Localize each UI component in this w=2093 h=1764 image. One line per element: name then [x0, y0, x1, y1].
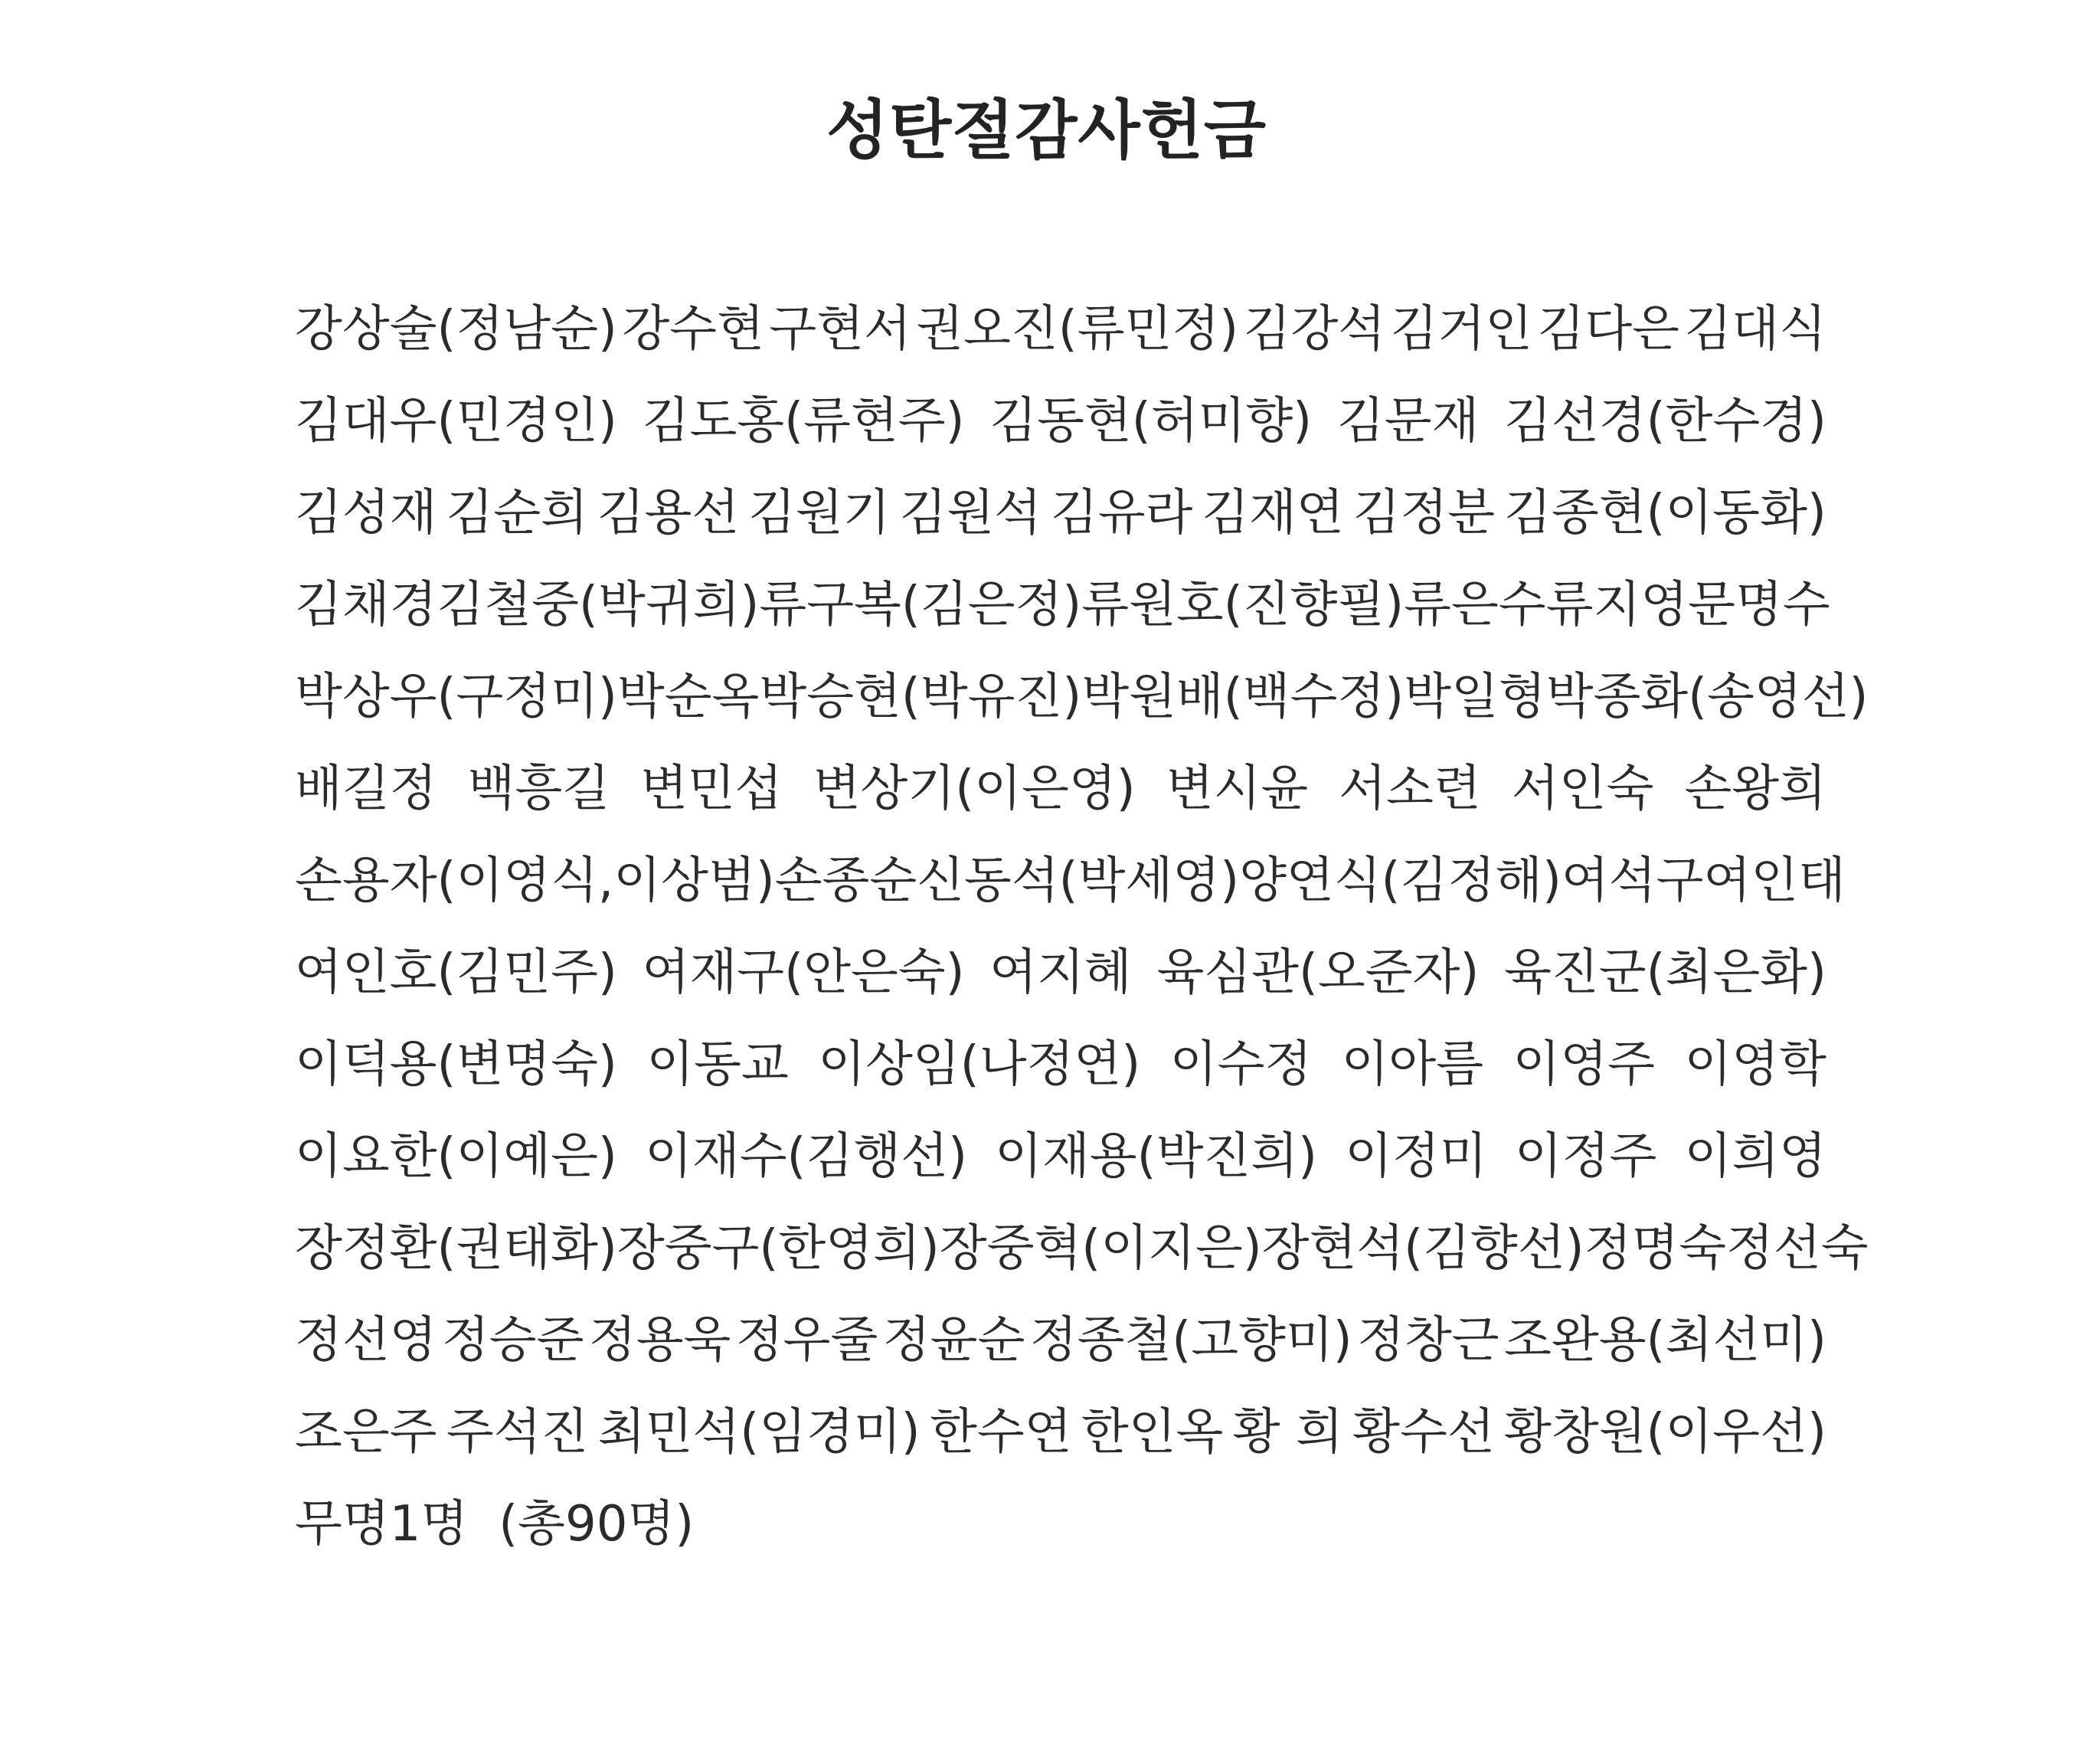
donor-name: 신동석(박세영) — [917, 853, 1240, 909]
donor-name: 정선영 — [295, 1312, 437, 1369]
donor-name: 김종현(이동화) — [1504, 485, 1826, 542]
donor-name: 주석진 — [446, 1404, 589, 1461]
donor-name: 변시윤 — [1166, 761, 1309, 817]
donor-name: 김선경(한수경) — [1504, 393, 1826, 450]
donor-name: 강수현 — [622, 301, 764, 358]
donor-name: 장중구(한영희) — [616, 1220, 940, 1277]
donor-line — [295, 927, 1826, 1019]
donor-name: 양연식(김정해) — [1239, 853, 1562, 909]
donor-name: 김채경 — [295, 577, 437, 633]
donor-name: 장중혁(이지은) — [939, 1220, 1262, 1277]
donor-name: 정우줄 — [735, 1312, 878, 1369]
donor-name: 한수연 — [930, 1404, 1072, 1461]
donor-name: 한인옥 — [1081, 1404, 1224, 1461]
donor-name: 여석구 — [1561, 853, 1704, 909]
donor-name: 김재연 — [1202, 485, 1344, 542]
donor-name: 정종철(고향미) — [1029, 1312, 1352, 1369]
donor-name: 황수선 — [1352, 1404, 1495, 1461]
donor-line — [295, 1478, 1826, 1570]
donor-name: 김원기 — [748, 485, 891, 542]
donor-name: 박상우(구정미) — [295, 669, 617, 725]
donor-name: 박순옥 — [616, 669, 760, 725]
donor-name: 변민섭 — [640, 761, 783, 817]
donor-name: 류구복(김은정) — [759, 577, 1082, 633]
donor-name: 손용자(이영식,이상범) — [295, 853, 775, 909]
donor-line — [295, 651, 1869, 743]
donor-name: 구현서 — [769, 301, 911, 358]
donor-name: 김성재 — [295, 485, 437, 542]
donor-name: 여지혜 — [989, 944, 1132, 1001]
donor-name: 정창근 — [1357, 1312, 1499, 1369]
donor-name: 이덕용(변명숙) — [295, 1036, 617, 1093]
donor-name: 정용욱 — [588, 1312, 731, 1369]
donor-name: 손종순 — [774, 853, 917, 909]
donor-name: 정명숙 — [1584, 1220, 1727, 1277]
donor-name: 강상술(정남순) — [295, 301, 617, 358]
donor-name: 황 희 — [1232, 1404, 1343, 1461]
donor-name: 이정미 — [1345, 1128, 1487, 1185]
donor-name: 백흥길 — [467, 761, 610, 817]
page-title: 성탄절감사헌금 — [826, 93, 1267, 168]
donor-line — [295, 467, 1826, 559]
donor-name: 류원호(진향필) — [1081, 577, 1405, 633]
donor-name: 여인태 — [1703, 853, 1846, 909]
donor-name: 육진군(최은화) — [1504, 944, 1826, 1001]
donor-name: 김거인 — [1390, 301, 1533, 358]
donor-name: 최민석(임경미) — [597, 1404, 921, 1461]
donor-name: 서소련 — [1339, 761, 1481, 817]
donor-name: 류은수 — [1404, 577, 1546, 633]
donor-name: 육심관(오준자) — [1156, 944, 1480, 1001]
donor-name: 김순희 — [446, 485, 588, 542]
donor-line — [295, 375, 1826, 467]
donor-line — [295, 559, 1830, 651]
donor-name: 이정주 — [1514, 1128, 1657, 1185]
donor-name: 김대우(민경인) — [295, 393, 617, 450]
donor-name: 김다은 — [1537, 301, 1680, 358]
donor-name: 이요한(이예은) — [295, 1128, 617, 1185]
donor-name: 무명1명 — [295, 1496, 469, 1553]
donor-name: 이동교 — [646, 1036, 789, 1093]
donor-line — [295, 1203, 1869, 1294]
donor-name: (총90명) — [499, 1496, 695, 1553]
donor-line — [295, 743, 1826, 835]
donor-name: 배길정 — [295, 761, 437, 817]
donor-line — [295, 1019, 1826, 1111]
donor-name: 김정분 — [1352, 485, 1496, 542]
donor-line — [295, 835, 1846, 927]
donor-name: 김문재 — [1336, 393, 1480, 450]
donor-name: 김유라 — [1050, 485, 1193, 542]
donor-name: 김강석 — [1243, 301, 1386, 358]
donor-name: 이재용(박진희) — [995, 1128, 1318, 1185]
donor-name: 정윤순 — [882, 1312, 1025, 1369]
donor-name: 박일형 — [1404, 669, 1546, 725]
donor-name: 정승준 — [441, 1312, 584, 1369]
donor-name: 이아름 — [1341, 1036, 1484, 1093]
donor-name: 박종화(송영선) — [1545, 669, 1869, 725]
donor-name: 이수정 — [1169, 1036, 1313, 1093]
donor-name: 김원석 — [899, 485, 1042, 542]
donor-line — [295, 283, 1826, 375]
donor-name: 조은주 — [295, 1404, 437, 1461]
donor-name: 조완용(최선미) — [1504, 1312, 1826, 1369]
donor-name: 류지영 — [1545, 577, 1689, 633]
donor-name: 김도홍(류현주) — [642, 393, 965, 450]
donor-name: 장정환(권태화) — [295, 1220, 617, 1277]
donor-line — [295, 1386, 1826, 1478]
donor-line — [295, 1111, 1826, 1203]
donor-name: 이영주 — [1513, 1036, 1655, 1093]
donor-name: 김용선 — [597, 485, 740, 542]
donor-name: 박승현(박유진) — [759, 669, 1082, 725]
donor-name: 김대식 — [1684, 301, 1826, 358]
donor-name: 박원배(백수정) — [1081, 669, 1405, 725]
donor-name: 이재수(김행선) — [645, 1128, 967, 1185]
donor-name: 김철중(박귀희) — [437, 577, 760, 633]
donor-name: 이영학 — [1684, 1036, 1826, 1093]
donor-name: 황창원(이우선) — [1504, 1404, 1826, 1461]
donor-name: 김동현(허미향) — [989, 393, 1313, 450]
donor-name: 손왕희 — [1684, 761, 1826, 817]
donor-name: 정선숙 — [1726, 1220, 1869, 1277]
donor-name: 장현석(김향선) — [1261, 1220, 1584, 1277]
donor-name: 서인숙 — [1511, 761, 1654, 817]
donor-name: 이희영 — [1684, 1128, 1826, 1185]
donor-name: 문명수 — [1688, 577, 1830, 633]
donor-list — [295, 283, 1869, 1570]
donor-name: 여재구(안은숙) — [642, 944, 965, 1001]
donor-line — [295, 1294, 1826, 1386]
donor-name: 여인호(김민주) — [295, 944, 617, 1001]
donor-name: 권오진(류민정) — [916, 301, 1239, 358]
donor-name: 변상기(이은영) — [813, 761, 1136, 817]
donor-name: 이상임(나정연) — [818, 1036, 1141, 1093]
